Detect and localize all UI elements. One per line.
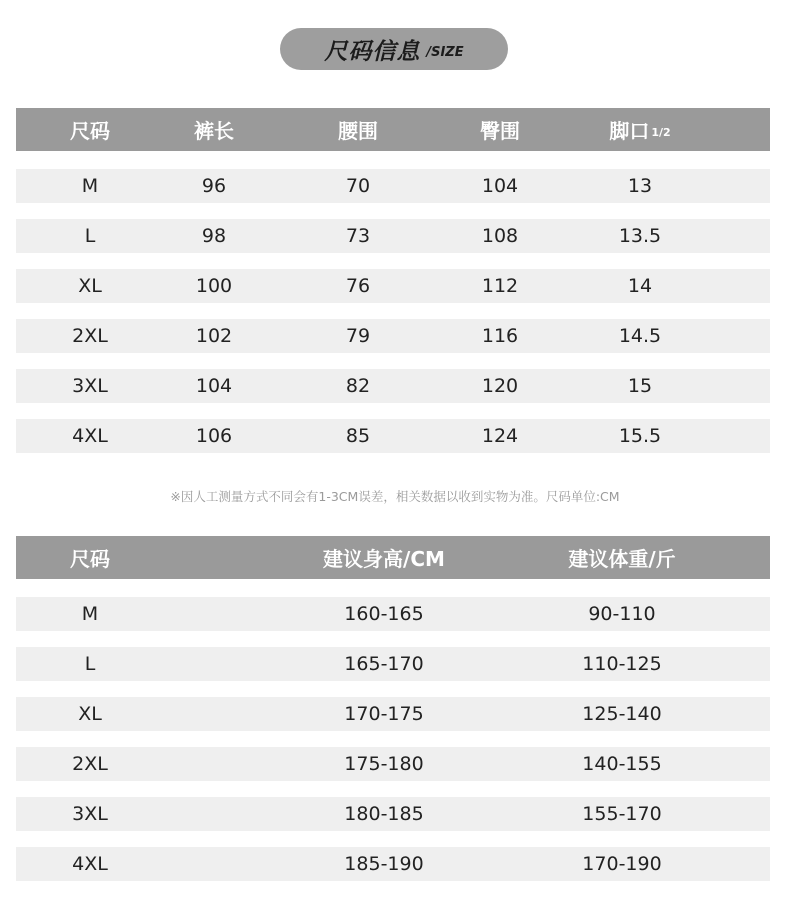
table-cell: M (81, 175, 99, 197)
table-cell: 104 (481, 175, 519, 197)
table-cell: 70 (345, 175, 371, 197)
table-cell: 140-155 (582, 753, 662, 775)
header-hem (609, 108, 670, 151)
table-row (16, 269, 770, 303)
table-cell: 2XL (72, 325, 108, 347)
table-cell: L (84, 225, 96, 247)
table-cell: 15 (627, 375, 653, 397)
header-length: 裤长 (194, 119, 234, 143)
table-cell: 98 (201, 225, 227, 247)
table-cell: 3XL (72, 375, 108, 397)
table-row (16, 319, 770, 353)
header-hem-suffix: 1/2 (651, 126, 671, 139)
size-info-title (280, 28, 508, 70)
title-sub: /SIZE (426, 44, 464, 60)
table-cell: 116 (481, 325, 519, 347)
table-cell: 15.5 (618, 425, 662, 447)
table-cell: 4XL (72, 853, 108, 875)
header-waist: 腰围 (338, 119, 378, 143)
table-cell: 102 (195, 325, 233, 347)
header-weight: 建议体重/斤 (568, 547, 676, 571)
table-cell: 85 (345, 425, 371, 447)
title-main: 尺码信息 (324, 38, 421, 65)
table-cell: 100 (195, 275, 233, 297)
table-row (16, 847, 770, 881)
table-row (16, 597, 770, 631)
table-cell: L (84, 653, 96, 675)
table-row (16, 647, 770, 681)
table-row (16, 797, 770, 831)
table-row (16, 369, 770, 403)
table-cell: 13 (627, 175, 653, 197)
table-cell: 160-165 (344, 603, 424, 625)
table-cell: 110-125 (582, 653, 662, 675)
table-cell: 104 (195, 375, 233, 397)
table-cell: M (81, 603, 99, 625)
table-cell: 165-170 (344, 653, 424, 675)
measurement-note: ※因人工测量方式不同会有1-3CM误差，相关数据以收到实物为准。尺码单位:CM (170, 489, 620, 504)
table-header (16, 536, 770, 579)
table-cell: 79 (345, 325, 371, 347)
table-cell: 13.5 (618, 225, 662, 247)
table-cell: 76 (345, 275, 371, 297)
table-row (16, 219, 770, 253)
table-cell: 155-170 (582, 803, 662, 825)
table-row (16, 169, 770, 203)
header-hem-label: 脚口 (609, 119, 650, 143)
table-cell: 106 (195, 425, 233, 447)
table-row (16, 419, 770, 453)
table-cell: 125-140 (582, 703, 662, 725)
table-cell: 2XL (72, 753, 108, 775)
table-cell: 96 (201, 175, 227, 197)
header-hip: 臀围 (480, 119, 520, 143)
table-cell: 14 (627, 275, 653, 297)
table-cell: 120 (481, 375, 519, 397)
table-cell: XL (78, 275, 102, 297)
table-cell: 170-190 (582, 853, 662, 875)
table-cell: XL (78, 703, 102, 725)
table-cell: 185-190 (344, 853, 424, 875)
table-cell: 170-175 (344, 703, 424, 725)
table-cell: 4XL (72, 425, 108, 447)
table-row (16, 697, 770, 731)
table-cell: 82 (345, 375, 371, 397)
table-header (16, 108, 770, 151)
table-cell: 112 (481, 275, 519, 297)
header-height: 建议身高/CM (323, 547, 445, 571)
header-size: 尺码 (70, 547, 110, 571)
table-cell: 108 (481, 225, 519, 247)
table-cell: 180-185 (344, 803, 424, 825)
table-cell: 73 (345, 225, 371, 247)
table-cell: 175-180 (344, 753, 424, 775)
table-row (16, 747, 770, 781)
table-cell: 14.5 (618, 325, 662, 347)
table-cell: 124 (481, 425, 519, 447)
table-cell: 3XL (72, 803, 108, 825)
table-cell: 90-110 (588, 603, 656, 625)
header-size: 尺码 (70, 119, 110, 143)
